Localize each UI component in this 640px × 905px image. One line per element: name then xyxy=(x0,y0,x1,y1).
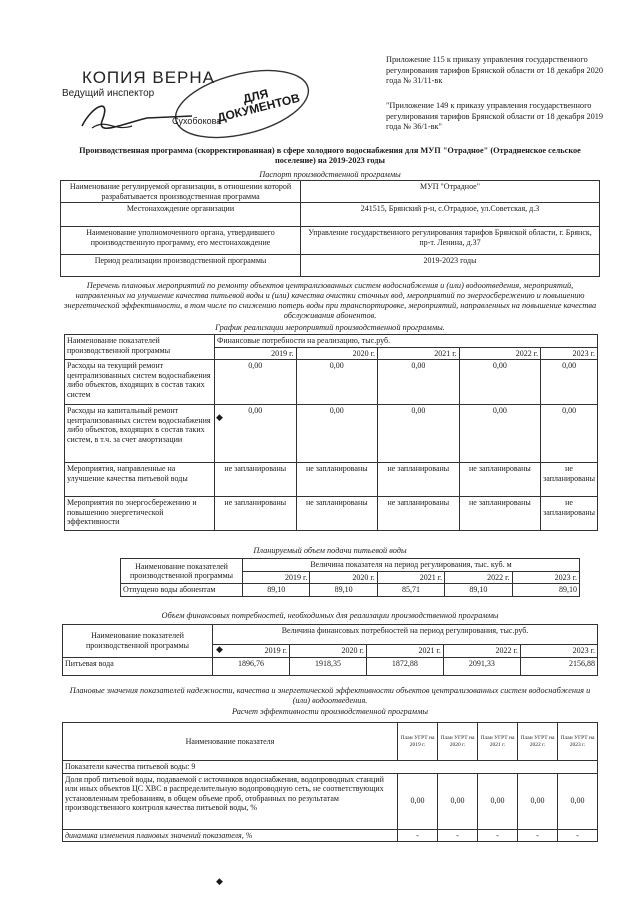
dynamics-value: - xyxy=(438,829,478,842)
measure-label: Расходы на текущий ремонт централизованных систем водоснабжения либо объектов, входящих в состав таких систем xyxy=(65,360,215,405)
appendix-line-2: "Приложение 149 к приказу управления государственного регулирования тарифов Брянской области от 18 декабря 2019 года № 36/1-вк" xyxy=(386,101,604,131)
measure-value: не запланированы xyxy=(296,497,378,531)
year-header: 2021 г. xyxy=(378,347,460,360)
plan-header: План УГРТ на 2021 г. xyxy=(478,723,518,761)
passport-label: Местонахождение организации xyxy=(61,203,301,227)
finance-heading: Объем финансовых потребностей, необходимых для реализации производственной программы xyxy=(161,611,499,620)
reliability-subheading: Расчет эффективности производственной программы xyxy=(231,707,429,716)
supply-value: 89,10 xyxy=(512,584,579,597)
measure-value: 0,00 xyxy=(541,360,598,405)
measure-value: не запланированы xyxy=(378,497,460,531)
table-row xyxy=(63,761,598,774)
passport-table xyxy=(60,180,600,277)
measure-value: не запланированы xyxy=(459,463,541,497)
measure-value: 0,00 xyxy=(378,360,460,405)
finance-value: 2156,88 xyxy=(520,657,597,675)
finance-col-header: Наименование показателей производственной программы xyxy=(63,625,213,658)
reliability-heading: Плановые значения показателей надежности, качества и энергетической эффективности объектов централизованных систем водоснабжения и (или) водоотведения. xyxy=(69,686,591,705)
supply-table xyxy=(120,558,580,597)
finance-value-header: Величина финансовых потребностей на период регулирования, тыс.руб. xyxy=(213,625,598,645)
table-row xyxy=(63,773,598,829)
table-row xyxy=(61,227,600,255)
copy-stamp xyxy=(52,66,312,146)
plan-header: План УГРТ на 2020 г. xyxy=(438,723,478,761)
measure-value: 0,00 xyxy=(378,405,460,463)
table-row xyxy=(65,360,598,405)
dynamics-value: - xyxy=(518,829,558,842)
measure-label: Мероприятия по энергосбережению и повышению энергетической эффективности xyxy=(65,497,215,531)
passport-label: Наименование уполномоченного органа, утвердившего производственную программу, его местонахождение xyxy=(61,227,301,255)
supply-value: 89,10 xyxy=(445,584,512,597)
measure-label: Мероприятия, направленные на улучшение качества питьевой воды xyxy=(65,463,215,497)
year-header: 2019 г. xyxy=(213,645,290,658)
reliability-value: 0,00 xyxy=(478,773,518,829)
reliability-value: 0,00 xyxy=(518,773,558,829)
passport-value: 241515, Брянский р-н, с.Отрадное, ул.Советская, д.3 xyxy=(301,203,600,227)
year-header: 2019 г. xyxy=(243,571,310,584)
measure-value: 0,00 xyxy=(459,405,541,463)
measures-col-header: Наименование показателей производственной программы xyxy=(65,335,215,360)
year-header: 2021 г. xyxy=(377,571,444,584)
year-header: 2020 г. xyxy=(310,571,377,584)
measure-value: не запланированы xyxy=(215,497,297,531)
measures-intro: Перечень плановых мероприятий по ремонту объектов централизованных систем водоснабжения и (или) водоотведения, мероприятий, направленных на улучшение качества питьевой воды и (или) качества очистки сточных вод, мероприятий по энергосбережению и повышению энергетической эффективности, в том числе по снижению потерь воды при транспортировке, мероприятий, направленных на повышение качества обслуживания абонентов. xyxy=(63,281,597,320)
finance-value: 2091,33 xyxy=(443,657,520,675)
measure-value: 0,00 xyxy=(296,405,378,463)
measures-table xyxy=(64,334,598,531)
measure-value: не запланированы xyxy=(296,463,378,497)
year-header: 2019 г. xyxy=(215,347,297,360)
measure-value: не запланированы xyxy=(541,497,598,531)
stamp-name: Сухобокова xyxy=(172,116,222,126)
table-row xyxy=(121,559,580,572)
year-header: 2023 г. xyxy=(512,571,579,584)
supply-heading: Планируемый объем подачи питьевой воды xyxy=(253,546,407,555)
passport-heading: Паспорт производственной программы xyxy=(259,170,401,179)
measure-value: не запланированы xyxy=(459,497,541,531)
dynamics-label: динамика изменения плановых значений показателя, % xyxy=(63,829,398,842)
supply-value: 85,71 xyxy=(377,584,444,597)
reliability-value: 0,00 xyxy=(438,773,478,829)
document-title: Производственная программа (скорректированная) в сфере холодного водоснабжения для МУП "Отрадное" (Отрадненское сельское поселение) на 2019-2023 годы xyxy=(79,146,581,165)
dynamics-value: - xyxy=(558,829,598,842)
table-row xyxy=(61,203,600,227)
measure-value: 0,00 xyxy=(459,360,541,405)
reliability-table xyxy=(62,722,598,842)
reliability-value: 0,00 xyxy=(398,773,438,829)
finance-value: 1918,35 xyxy=(289,657,366,675)
reliability-col-header: Наименование показателя xyxy=(63,723,398,761)
year-header: 2022 г. xyxy=(443,645,520,658)
table-row xyxy=(63,657,598,675)
measures-finance-header: Финансовые потребности на реализацию, тыс.руб. xyxy=(215,335,598,348)
plan-header: План УГРТ на 2023 г. xyxy=(558,723,598,761)
appendix-line-1: Приложение 115 к приказу управления государственного регулирования тарифов Брянской области от 18 декабря 2020 года № 31/11-вк xyxy=(386,55,604,85)
supply-value: 89,10 xyxy=(243,584,310,597)
table-row xyxy=(61,181,600,203)
stamp-inspector: Ведущий инспектор xyxy=(62,88,155,99)
table-row xyxy=(63,723,598,761)
passport-label: Наименование регулируемой организации, в отношении которой разрабатывается производственная программа xyxy=(61,181,301,203)
finance-table xyxy=(62,624,598,676)
finance-value: 1872,88 xyxy=(366,657,443,675)
table-row xyxy=(61,255,600,277)
year-header: 2023 г. xyxy=(541,347,598,360)
year-header: 2022 г. xyxy=(459,347,541,360)
bullet-icon: ◆ xyxy=(216,412,223,422)
reliability-row-label: Доля проб питьевой воды, подаваемой с источников водоснабжения, водопроводных станций или иных объектов ЦС ХВС в распределительную водопроводную сеть, не соответствующих установленным требованиям, в общем объеме проб, отобранных по результатам производственного контроля качества питьевой воды, % xyxy=(63,773,398,829)
measures-heading: График реализации мероприятий производственной программы. xyxy=(215,323,445,332)
group-label: Показатели качества питьевой воды: 9 xyxy=(63,761,598,774)
measure-value: не запланированы xyxy=(541,463,598,497)
table-row xyxy=(63,625,598,645)
finance-value: 1896,76 xyxy=(213,657,290,675)
table-row xyxy=(65,405,598,463)
year-header: 2020 г. xyxy=(296,347,378,360)
finance-row-label: Питьевая вода xyxy=(63,657,213,675)
measure-value: 0,00 xyxy=(541,405,598,463)
year-header: 2022 г. xyxy=(445,571,512,584)
supply-value: 89,10 xyxy=(310,584,377,597)
supply-value-header: Величина показателя на период регулирования, тыс. куб. м xyxy=(243,559,580,572)
year-header: 2023 г. xyxy=(520,645,597,658)
measure-value: 0,00 xyxy=(215,405,297,463)
year-header: 2021 г. xyxy=(366,645,443,658)
table-row xyxy=(65,463,598,497)
plan-header: План УГРТ на 2022 г. xyxy=(518,723,558,761)
passport-value: МУП "Отрадное" xyxy=(301,181,600,203)
table-row xyxy=(65,335,598,348)
reliability-value: 0,00 xyxy=(558,773,598,829)
measure-value: 0,00 xyxy=(296,360,378,405)
passport-value: Управление государственного регулирования тарифов Брянской области, г. Брянск, пр-т. Ленина, д.37 xyxy=(301,227,600,255)
measure-value: не запланированы xyxy=(378,463,460,497)
plan-header: План УГРТ на 2019 г. xyxy=(398,723,438,761)
dynamics-value: - xyxy=(478,829,518,842)
dynamics-value: - xyxy=(398,829,438,842)
stamp-copy-text: КОПИЯ ВЕРНА xyxy=(82,68,216,87)
supply-row-label: Отпущено воды абонентам xyxy=(121,584,243,597)
passport-value: 2019-2023 годы xyxy=(301,255,600,277)
bullet-icon: ◆ xyxy=(216,876,223,886)
table-row xyxy=(63,829,598,842)
measure-value: 0,00 xyxy=(215,360,297,405)
bullet-icon: ◆ xyxy=(216,644,223,654)
measure-label: Расходы на капитальный ремонт централизованных систем водоснабжения либо объектов, входящих в состав таких систем, в т.ч. за счет амортизации xyxy=(65,405,215,463)
table-row xyxy=(121,584,580,597)
measure-value: не запланированы xyxy=(215,463,297,497)
stamp-for-docs: ДЛЯ ДОКУМЕНТОВ xyxy=(215,86,302,125)
passport-label: Период реализации производственной программы xyxy=(61,255,301,277)
table-row xyxy=(65,497,598,531)
supply-col-header: Наименование показателей производственной программы xyxy=(121,559,243,584)
year-header: 2020 г. xyxy=(289,645,366,658)
